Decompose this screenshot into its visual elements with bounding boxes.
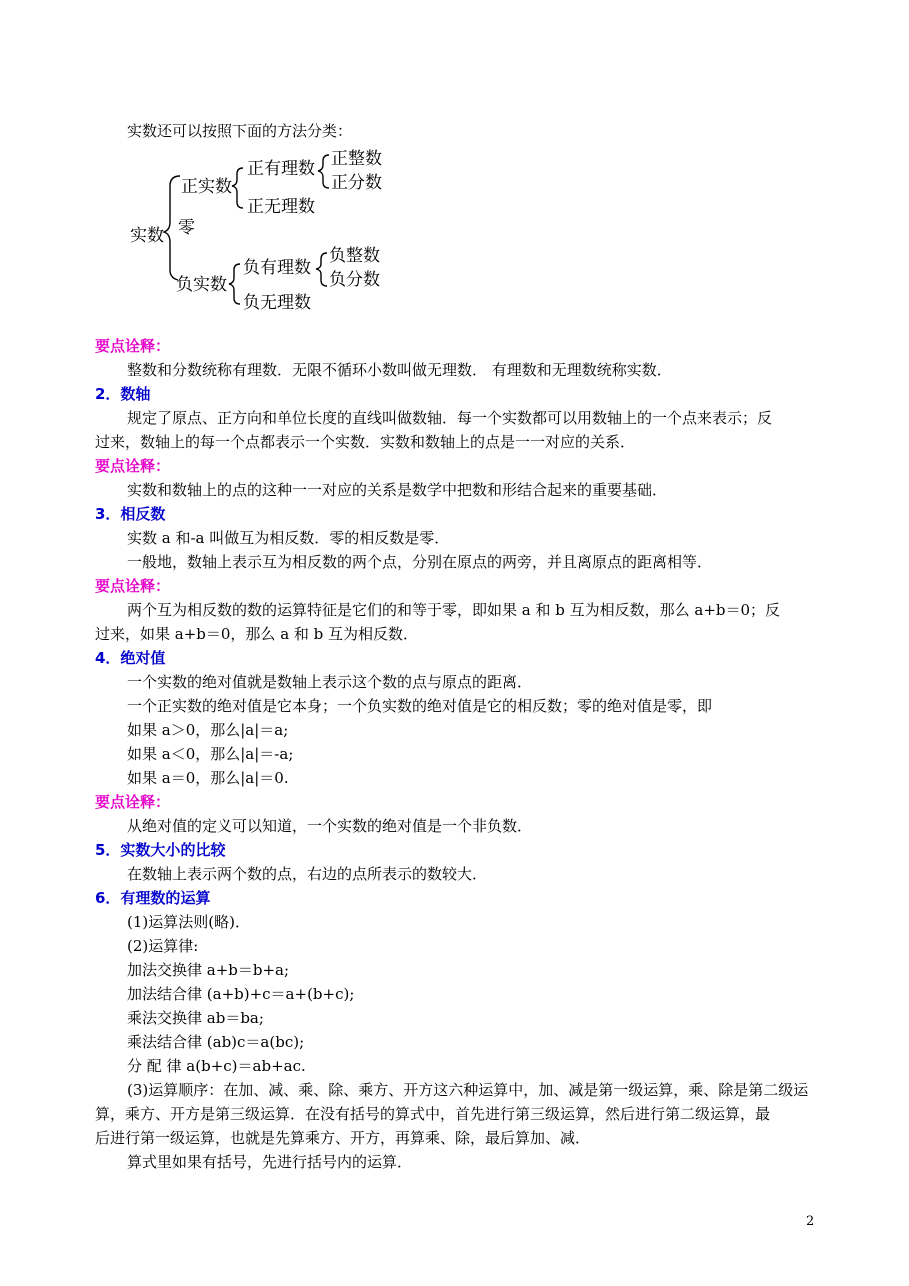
s6-para-4: 算式里如果有括号，先进行括号内的运算． (127, 1153, 413, 1171)
tree-neg-rational: 负有理数 (243, 258, 311, 278)
s6-para-2: (2)运算律: (127, 937, 199, 955)
section-5-title: 5．实数大小的比较 (95, 841, 226, 859)
s6-para-3c: 后进行第一级运算，也就是先算乘方、开方，再算乘、除，最后算加、减． (95, 1129, 591, 1147)
s4-note: 从绝对值的定义可以知道，一个实数的绝对值是一个非负数． (127, 817, 533, 835)
s4-case-2: 如果 a＜0，那么|a|＝-a; (127, 745, 294, 763)
section-6-title: 6．有理数的运算 (95, 889, 211, 907)
tree-pos-integer: 正整数 (331, 149, 382, 169)
key-note-label: 要点诠释： (95, 793, 171, 811)
classification-tree (0, 0, 909, 330)
s4-para-1: 一个实数的绝对值就是数轴上表示这个数的点与原点的距离． (127, 673, 533, 691)
brace-positive (232, 168, 243, 208)
s2-para-1b: 过来，数轴上的每一个点都表示一个实数．实数和数轴上的点是一一对应的关系． (95, 433, 636, 451)
tree-pos-irrational: 正无理数 (247, 197, 315, 217)
s3-para-1: 实数 a 和-a 叫做互为相反数．零的相反数是零． (127, 529, 450, 547)
tree-neg-fraction: 负分数 (329, 270, 380, 290)
s6-law-2: 加法结合律 (a+b)+c＝a+(b+c); (127, 985, 355, 1003)
tree-positive: 正实数 (181, 177, 232, 197)
key-note-label: 要点诠释： (95, 337, 171, 355)
tree-negative: 负实数 (176, 275, 227, 295)
tree-neg-integer: 负整数 (329, 246, 380, 266)
tree-pos-rational: 正有理数 (247, 159, 315, 179)
s6-law-1: 加法交换律 a+b＝b+a; (127, 961, 290, 979)
s6-para-3b: 算，乘方、开方是第三级运算．在没有括号的算式中，首先进行第三级运算，然后进行第二级运算，最 (95, 1105, 771, 1123)
s3-para-2: 一般地，数轴上表示互为相反数的两个点，分别在原点的两旁，并且离原点的距离相等． (127, 553, 713, 571)
brace-neg-rational (316, 253, 327, 286)
s6-law-4: 乘法结合律 (ab)c＝a(bc); (127, 1033, 305, 1051)
s5-para-1: 在数轴上表示两个数的点，右边的点所表示的数较大． (127, 865, 488, 883)
tree-pos-fraction: 正分数 (331, 173, 382, 193)
section-3-title: 3．相反数 (95, 505, 166, 523)
intro-text: 实数还可以按照下面的方法分类： (127, 122, 353, 140)
tree-neg-irrational: 负无理数 (243, 293, 311, 313)
s6-para-3a: (3)运算顺序：在加、减、乘、除、乘方、开方这六种运算中，加、减是第一级运算，乘、除是第二级运 (127, 1081, 809, 1099)
s4-para-2: 一个正实数的绝对值是它本身；一个负实数的绝对值是它的相反数；零的绝对值是零，即 (127, 697, 713, 715)
s3-note-b: 过来，如果 a+b＝0，那么 a 和 b 互为相反数． (95, 625, 419, 643)
tree-zero: 零 (178, 218, 195, 238)
s4-case-1: 如果 a＞0，那么|a|＝a; (127, 721, 289, 739)
brace-negative (229, 264, 240, 304)
s3-note-a: 两个互为相反数的数的运算特征是它们的和等于零，即如果 a 和 b 互为相反数，那么 a+b＝0；反 (127, 601, 781, 619)
brace-pos-rational (318, 155, 329, 188)
s6-para-1: (1)运算法则(略)． (127, 913, 250, 931)
key-note-label: 要点诠释： (95, 577, 171, 595)
s2-para-1a: 规定了原点、正方向和单位长度的直线叫做数轴．每一个实数都可以用数轴上的一个点来表示；反 (127, 409, 773, 427)
key-note-label: 要点诠释： (95, 457, 171, 475)
section-2-title: 2．数轴 (95, 385, 151, 403)
tree-root: 实数 (130, 226, 164, 246)
s4-case-3: 如果 a＝0，那么|a|＝0. (127, 769, 289, 787)
note-1: 整数和分数统称有理数．无限不循环小数叫做无理数． 有理数和无理数统称实数． (127, 361, 672, 379)
page-number: 2 (806, 1214, 815, 1229)
s6-law-3: 乘法交换律 ab＝ba; (127, 1009, 264, 1027)
s2-note: 实数和数轴上的点的这种一一对应的关系是数学中把数和形结合起来的重要基础． (127, 481, 668, 499)
s6-law-5: 分 配 律 a(b+c)＝ab+ac. (127, 1057, 306, 1075)
section-4-title: 4．绝对值 (95, 649, 166, 667)
